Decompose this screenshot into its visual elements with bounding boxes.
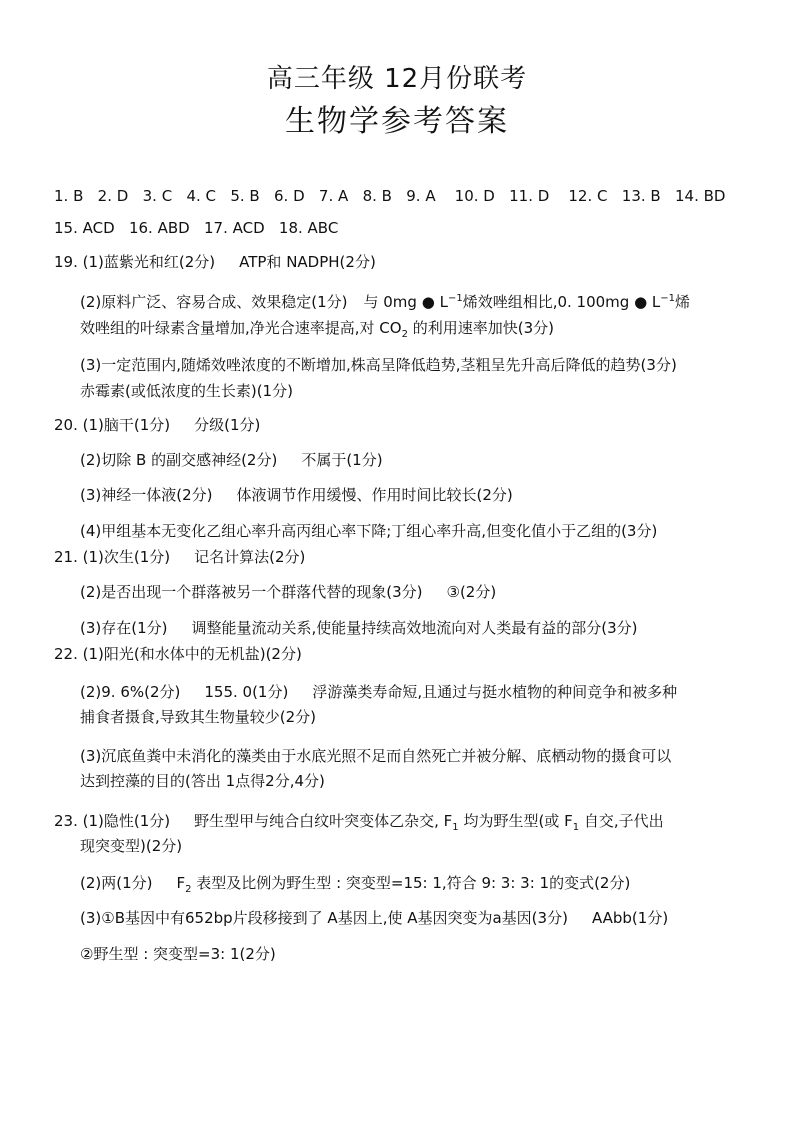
q22-line3: 捕食者摄食,导致其生物量较少(2分) xyxy=(80,708,317,726)
q20-line4: (4)甲组基本无变化乙组心率升高丙组心率下降;丁组心率升高,但变化值小于乙组的(3分) xyxy=(80,522,658,540)
q19-line3 xyxy=(80,318,554,338)
q19-line5: 赤霉素(或低浓度的生长素)(1分) xyxy=(80,382,293,400)
q23-part2-b: F xyxy=(176,874,186,892)
q22-line1: 22. (1)阳光(和水体中的无机盐)(2分) xyxy=(54,645,302,663)
q23-part3: (3)①B基因中有652bp片段移接到了 A基因上,使 A基因突变为a基因(3分) xyxy=(80,909,568,927)
q21-line1 xyxy=(54,547,305,567)
q20-part3: (3)神经一体液(2分) xyxy=(80,486,213,504)
subscript: 2 xyxy=(401,329,408,340)
q21-part3: (3)存在(1分) xyxy=(80,619,168,637)
q23-line2: 现突变型)(2分) xyxy=(80,837,183,855)
q21-part1-b: 记名计算法(2分) xyxy=(194,548,306,566)
q19-line2 xyxy=(80,292,690,312)
mcq-answers-row2: 15. ACD 16. ABD 17. ACD 18. ABC xyxy=(54,219,339,237)
q19-part1-b: ATP和 NADPH(2分) xyxy=(239,253,376,271)
q22-part2: (2)9. 6%(2分) xyxy=(80,683,181,701)
mcq-answers-row1: 1. B 2. D 3. C 4. C 5. B 6. D 7. A 8. B 9. A 10. D 11. D 12. C 13. B 14. BD xyxy=(54,187,726,205)
superscript: −1 xyxy=(447,293,463,304)
q20-line2 xyxy=(80,450,383,470)
q23-part2: (2)两(1分) xyxy=(80,874,153,892)
q22-line2 xyxy=(80,682,677,702)
q23-part1: 23. (1)隐性(1分) xyxy=(54,812,171,830)
q23-part1-d: 自交,子代出 xyxy=(583,812,664,830)
q23-part2-c: 表型及比例为野生型 : 突变型=15: 1,符合 9: 3: 3: 1的变式(2分) xyxy=(196,874,631,892)
q23-line4 xyxy=(80,908,668,928)
q19-part2: (2)原料广泛、容易合成、效果稳定(1分) xyxy=(80,293,348,311)
q20-part1-b: 分级(1分) xyxy=(194,416,261,434)
q23-part1-c: 均为野生型(或 F xyxy=(463,812,573,830)
q20-part1: 20. (1)脑干(1分) xyxy=(54,416,171,434)
q23-line5: ②野生型 : 突变型=3: 1(2分) xyxy=(80,945,276,963)
q19-part2-f: 的利用速率加快(3分) xyxy=(412,319,554,337)
q20-line1 xyxy=(54,415,260,435)
q20-line3 xyxy=(80,485,513,505)
q21-part3-b: 调整能量流动关系,使能量持续高效地流向对人类最有益的部分(3分) xyxy=(191,619,638,637)
q22-part2-b: 155. 0(1分) xyxy=(204,683,289,701)
q22-line4: (3)沉底鱼粪中未消化的藻类由于水底光照不足而自然死亡并被分解、底栖动物的摄食可以 xyxy=(80,747,672,765)
q21-part2-b: ③(2分) xyxy=(446,583,497,601)
q20-part3-b: 体液调节作用缓慢、作用时间比较长(2分) xyxy=(236,486,513,504)
page-title-line2: 生物学参考答案 xyxy=(285,104,509,139)
page-title-line1: 高三年级 12月份联考 xyxy=(266,64,528,94)
q19-part2-c: 烯效唑组相比,0. 100mg ● L xyxy=(462,293,661,311)
q22-part2-c: 浮游藻类寿命短,且通过与挺水植物的种间竞争和被多种 xyxy=(312,683,678,701)
subscript: 2 xyxy=(185,884,192,895)
q19-part2-e: 效唑组的叶绿素含量增加,净光合速率提高,对 CO xyxy=(80,319,402,337)
q22-line5: 达到控藻的目的(答出 1点得2分,4分) xyxy=(80,772,325,790)
q19-part1: 19. (1)蓝紫光和红(2分) xyxy=(54,253,216,271)
q19-line4: (3)一定范围内,随烯效唑浓度的不断增加,株高呈降低趋势,茎粗呈先升高后降低的趋势(3分) xyxy=(80,356,677,374)
q23-line3 xyxy=(80,873,630,893)
q21-line2 xyxy=(80,582,496,602)
q19-part2-d: 烯 xyxy=(675,293,691,311)
q19-line1 xyxy=(54,252,376,272)
q20-part2-b: 不属于(1分) xyxy=(301,451,383,469)
q21-part1: 21. (1)次生(1分) xyxy=(54,548,171,566)
q23-part1-b: 野生型甲与纯合白纹叶突变体乙杂交, F xyxy=(194,812,453,830)
q20-part2: (2)切除 B 的副交感神经(2分) xyxy=(80,451,278,469)
q19-part2-b: 与 0mg ● L xyxy=(363,293,448,311)
q21-part2: (2)是否出现一个群落被另一个群落代替的现象(3分) xyxy=(80,583,423,601)
superscript: −1 xyxy=(660,293,676,304)
subscript: 1 xyxy=(452,822,459,833)
q21-line3 xyxy=(80,618,638,638)
subscript: 1 xyxy=(572,822,580,833)
q23-line1 xyxy=(54,811,664,831)
q23-part3-b: AAbb(1分) xyxy=(591,909,669,927)
